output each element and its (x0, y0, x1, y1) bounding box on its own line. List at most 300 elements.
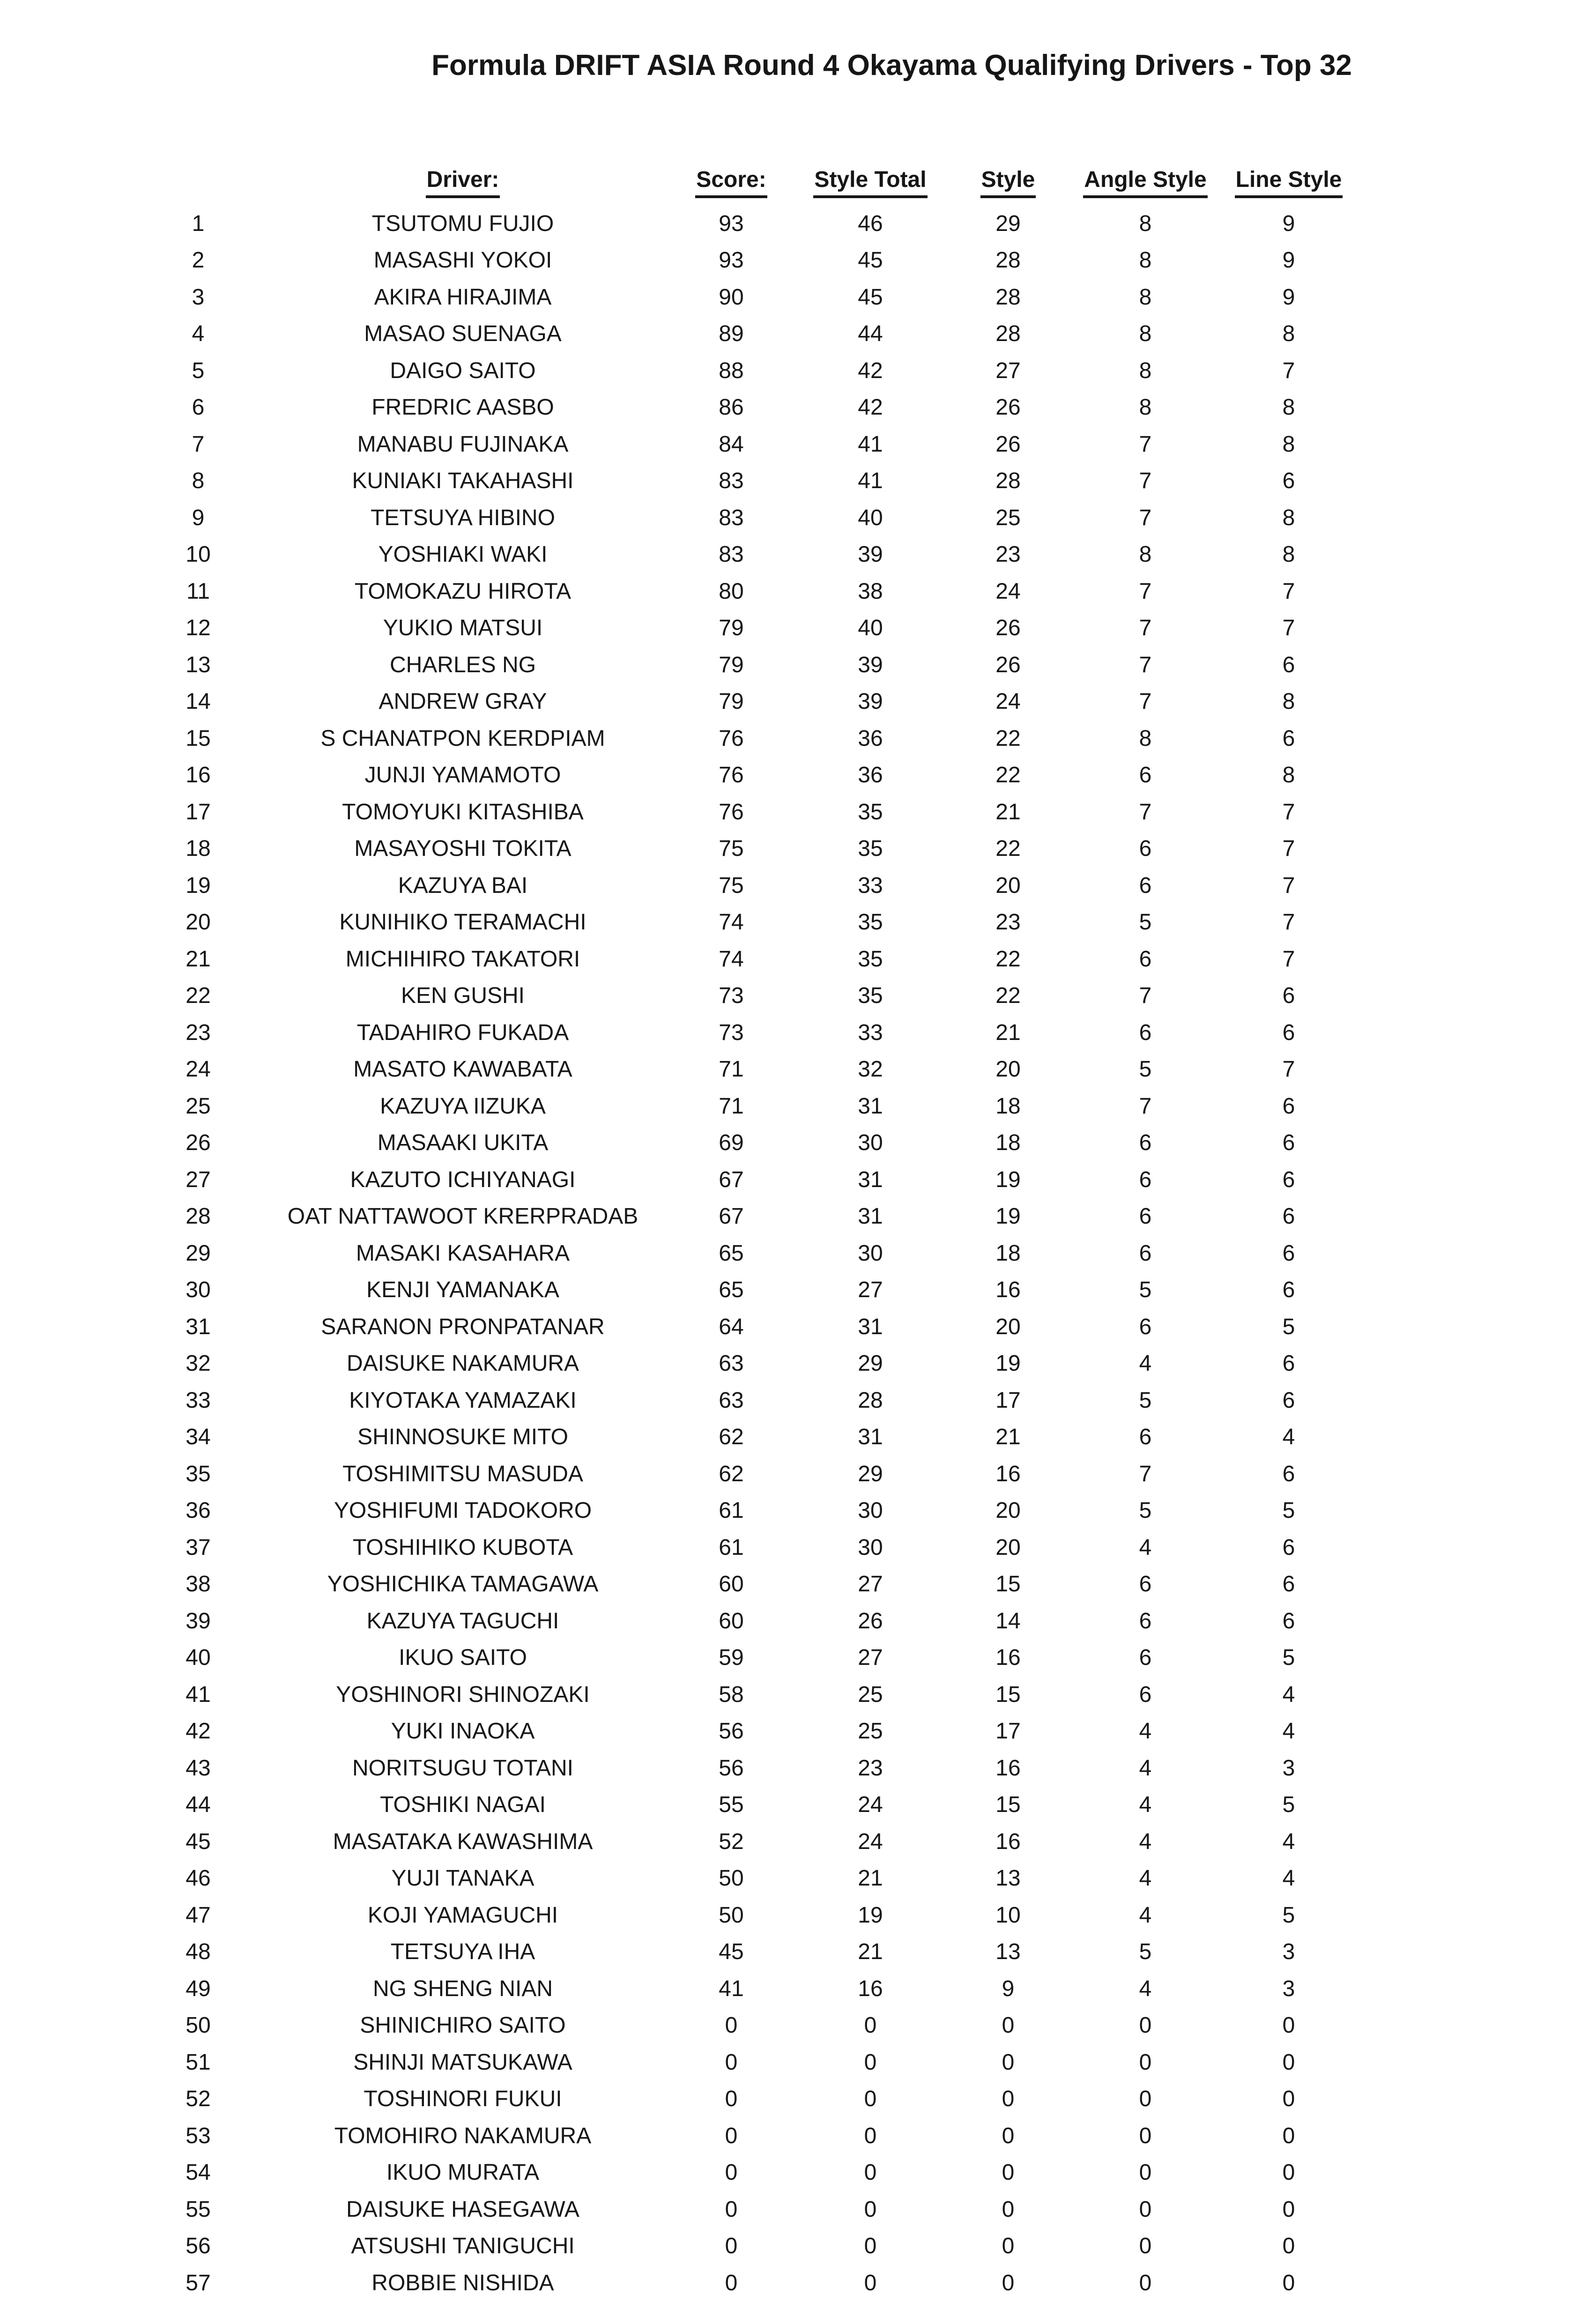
angle-style-cell: 8 (1139, 211, 1152, 236)
rank-cell: 25 (186, 1093, 211, 1119)
style-cell: 14 (995, 1608, 1021, 1633)
style-cell: 26 (995, 616, 1021, 641)
style-cell: 0 (1002, 2086, 1015, 2112)
style-cell: 0 (1002, 2270, 1015, 2295)
score-cell: 63 (719, 1388, 744, 1413)
score-cell: 0 (725, 2270, 738, 2295)
driver-cell: MANABU FUJINAKA (357, 431, 569, 457)
driver-cell: MASASHI YOKOI (373, 248, 552, 273)
score-cell: 76 (719, 799, 744, 824)
line-style-cell: 7 (1282, 946, 1295, 972)
style-total-cell: 0 (864, 2049, 877, 2075)
style-cell: 22 (995, 763, 1021, 788)
style-total-cell: 35 (858, 910, 883, 935)
driver-cell: DAISUKE NAKAMURA (346, 1351, 579, 1376)
score-cell: 79 (719, 689, 744, 714)
style-total-cell: 33 (858, 1020, 883, 1045)
style-cell: 15 (995, 1682, 1021, 1707)
style-total-cell: 29 (858, 1351, 883, 1376)
rank-cell: 44 (186, 1792, 211, 1818)
table-row (140, 389, 1356, 426)
line-style-cell: 4 (1282, 1719, 1295, 1744)
style-total-cell: 31 (858, 1425, 883, 1450)
table-row (140, 2081, 1356, 2118)
line-style-cell: 5 (1282, 1498, 1295, 1523)
driver-cell: TETSUYA HIBINO (371, 505, 555, 530)
table-row (140, 646, 1356, 683)
style-cell: 0 (1002, 2234, 1015, 2259)
rank-cell: 52 (186, 2086, 211, 2112)
rank-cell: 14 (186, 689, 211, 714)
column-header-driver (257, 167, 669, 198)
line-style-cell: 8 (1282, 395, 1295, 420)
rank-cell: 51 (186, 2049, 211, 2075)
driver-cell: MASATAKA KAWASHIMA (333, 1829, 593, 1854)
driver-cell: TOMOYUKI KITASHIBA (342, 799, 584, 824)
rank-cell: 1 (192, 211, 205, 236)
line-style-cell: 0 (1282, 2197, 1295, 2222)
line-style-cell: 6 (1282, 1535, 1295, 1560)
style-cell: 18 (995, 1130, 1021, 1156)
column-header-style (947, 167, 1069, 198)
line-style-cell: 7 (1282, 579, 1295, 604)
rank-cell: 28 (186, 1204, 211, 1229)
angle-style-cell: 0 (1139, 2123, 1152, 2148)
angle-style-cell: 4 (1139, 1976, 1152, 2001)
line-style-cell: 6 (1282, 1240, 1295, 1266)
rank-cell: 36 (186, 1498, 211, 1523)
driver-cell: DAIGO SAITO (390, 358, 536, 383)
line-style-cell: 4 (1282, 1866, 1295, 1891)
rank-cell: 31 (186, 1314, 211, 1339)
score-cell: 64 (719, 1314, 744, 1339)
rank-cell: 10 (186, 542, 211, 567)
rank-cell: 6 (192, 395, 205, 420)
score-cell: 56 (719, 1755, 744, 1781)
driver-cell: MASAO SUENAGA (364, 321, 562, 347)
angle-style-cell: 0 (1139, 2049, 1152, 2075)
style-total-cell: 45 (858, 284, 883, 310)
driver-cell: SHINJI MATSUKAWA (353, 2049, 572, 2075)
line-style-cell: 6 (1282, 1572, 1295, 1597)
style-cell: 19 (995, 1204, 1021, 1229)
table-row (140, 316, 1356, 353)
rank-cell: 7 (192, 431, 205, 457)
rank-cell: 38 (186, 1572, 211, 1597)
line-style-cell: 9 (1282, 211, 1295, 236)
score-cell: 71 (719, 1057, 744, 1082)
line-style-cell: 7 (1282, 1057, 1295, 1082)
score-cell: 79 (719, 616, 744, 641)
score-cell: 0 (725, 2049, 738, 2075)
driver-cell: KAZUTO ICHIYANAGI (350, 1167, 576, 1192)
table-row (140, 610, 1356, 647)
line-style-cell: 4 (1282, 1682, 1295, 1707)
angle-style-cell: 6 (1139, 1167, 1152, 1192)
line-style-cell: 4 (1282, 1829, 1295, 1854)
style-cell: 28 (995, 284, 1021, 310)
angle-style-cell: 7 (1139, 579, 1152, 604)
score-cell: 60 (719, 1608, 744, 1633)
style-cell: 20 (995, 1057, 1021, 1082)
style-cell: 9 (1002, 1976, 1015, 2001)
table-row (140, 1014, 1356, 1051)
line-style-cell: 5 (1282, 1645, 1295, 1671)
rank-cell: 46 (186, 1866, 211, 1891)
score-cell: 0 (725, 2197, 738, 2222)
angle-style-cell: 7 (1139, 799, 1152, 824)
score-cell: 67 (719, 1204, 744, 1229)
style-cell: 16 (995, 1829, 1021, 1854)
line-style-cell: 9 (1282, 248, 1295, 273)
angle-style-cell: 4 (1139, 1719, 1152, 1744)
table-row (140, 1823, 1356, 1860)
style-cell: 18 (995, 1093, 1021, 1119)
table-row (140, 1125, 1356, 1162)
score-cell: 93 (719, 211, 744, 236)
line-style-cell: 3 (1282, 1755, 1295, 1781)
angle-style-cell: 6 (1139, 873, 1152, 898)
angle-style-cell: 6 (1139, 1020, 1152, 1045)
table-row (140, 978, 1356, 1015)
driver-cell: MASAKI KASAHARA (356, 1240, 570, 1266)
style-cell: 15 (995, 1572, 1021, 1597)
angle-style-cell: 4 (1139, 1866, 1152, 1891)
rank-cell: 43 (186, 1755, 211, 1781)
rank-cell: 2 (192, 248, 205, 273)
driver-cell: YOSHIFUMI TADOKORO (334, 1498, 592, 1523)
rank-cell: 8 (192, 468, 205, 494)
angle-style-cell: 6 (1139, 1130, 1152, 1156)
angle-style-cell: 5 (1139, 1277, 1152, 1303)
line-style-cell: 5 (1282, 1902, 1295, 1928)
table-row (140, 1455, 1356, 1492)
style-total-cell: 36 (858, 726, 883, 751)
style-total-cell: 35 (858, 983, 883, 1009)
table-row (140, 1897, 1356, 1934)
driver-cell: NG SHENG NIAN (372, 1976, 553, 2001)
style-cell: 22 (995, 983, 1021, 1009)
style-cell: 0 (1002, 2049, 1015, 2075)
driver-cell: TOSHINORI FUKUI (364, 2086, 562, 2112)
angle-style-cell: 0 (1139, 2234, 1152, 2259)
score-cell: 50 (719, 1866, 744, 1891)
driver-cell: TOSHIHIKO KUBOTA (352, 1535, 573, 1560)
style-total-cell: 30 (858, 1130, 883, 1156)
angle-style-cell: 4 (1139, 1755, 1152, 1781)
rank-cell: 15 (186, 726, 211, 751)
style-total-cell: 19 (858, 1902, 883, 1928)
score-cell: 83 (719, 505, 744, 530)
style-cell: 17 (995, 1388, 1021, 1413)
column-header-rank-empty (140, 167, 257, 198)
style-cell: 23 (995, 910, 1021, 935)
style-cell: 20 (995, 1498, 1021, 1523)
style-cell: 20 (995, 1535, 1021, 1560)
angle-style-cell: 4 (1139, 1351, 1152, 1376)
style-total-cell: 42 (858, 358, 883, 383)
column-header-style-label: Style (980, 167, 1036, 198)
table-row (140, 1382, 1356, 1419)
rank-cell: 39 (186, 1608, 211, 1633)
rank-cell: 29 (186, 1240, 211, 1266)
table-row (140, 1345, 1356, 1382)
table-row (140, 1272, 1356, 1309)
table-row (140, 2228, 1356, 2265)
line-style-cell: 6 (1282, 983, 1295, 1009)
table-rows (140, 205, 1356, 2302)
table-row (140, 573, 1356, 610)
driver-cell: TADAHIRO FUKADA (356, 1020, 569, 1045)
angle-style-cell: 7 (1139, 616, 1152, 641)
angle-style-cell: 6 (1139, 1645, 1152, 1671)
score-cell: 0 (725, 2123, 738, 2148)
table-row (140, 279, 1356, 316)
rank-cell: 27 (186, 1167, 211, 1192)
style-cell: 10 (995, 1902, 1021, 1928)
driver-cell: OAT NATTAWOOT KRERPRADAB (287, 1204, 638, 1229)
style-cell: 16 (995, 1277, 1021, 1303)
rank-cell: 42 (186, 1719, 211, 1744)
driver-cell: JUNJI YAMAMOTO (364, 763, 561, 788)
table-row (140, 831, 1356, 868)
angle-style-cell: 6 (1139, 946, 1152, 972)
angle-style-cell: 5 (1139, 1388, 1152, 1413)
driver-cell: ATSUSHI TANIGUCHI (351, 2234, 575, 2259)
table-row (140, 205, 1356, 242)
score-cell: 73 (719, 983, 744, 1009)
driver-cell: ROBBIE NISHIDA (371, 2270, 554, 2295)
driver-cell: TETSUYA IHA (390, 1939, 535, 1965)
table-row (140, 1934, 1356, 1971)
angle-style-cell: 7 (1139, 1461, 1152, 1486)
table-row (140, 1750, 1356, 1787)
rank-cell: 22 (186, 983, 211, 1009)
driver-cell: YOSHICHIKA TAMAGAWA (327, 1572, 599, 1597)
driver-cell: YUKI INAOKA (391, 1719, 535, 1744)
rank-cell: 3 (192, 284, 205, 310)
driver-cell: IKUO SAITO (399, 1645, 527, 1671)
style-total-cell: 24 (858, 1792, 883, 1818)
style-total-cell: 39 (858, 652, 883, 677)
angle-style-cell: 7 (1139, 983, 1152, 1009)
style-total-cell: 45 (858, 248, 883, 273)
score-cell: 41 (719, 1976, 744, 2001)
angle-style-cell: 8 (1139, 284, 1152, 310)
style-total-cell: 0 (864, 2123, 877, 2148)
rank-cell: 55 (186, 2197, 211, 2222)
style-total-cell: 31 (858, 1093, 883, 1119)
style-total-cell: 26 (858, 1608, 883, 1633)
rank-cell: 37 (186, 1535, 211, 1560)
rank-cell: 16 (186, 763, 211, 788)
table-row (140, 1860, 1356, 1897)
score-cell: 0 (725, 2013, 738, 2038)
rank-cell: 34 (186, 1425, 211, 1450)
angle-style-cell: 7 (1139, 1093, 1152, 1119)
rank-cell: 50 (186, 2013, 211, 2038)
rank-cell: 57 (186, 2270, 211, 2295)
table-row (140, 499, 1356, 536)
score-cell: 63 (719, 1351, 744, 1376)
style-cell: 16 (995, 1645, 1021, 1671)
angle-style-cell: 6 (1139, 1204, 1152, 1229)
table-row (140, 426, 1356, 463)
style-total-cell: 23 (858, 1755, 883, 1781)
style-total-cell: 33 (858, 873, 883, 898)
rank-cell: 41 (186, 1682, 211, 1707)
style-total-cell: 25 (858, 1682, 883, 1707)
score-cell: 76 (719, 763, 744, 788)
style-cell: 19 (995, 1167, 1021, 1192)
angle-style-cell: 4 (1139, 1829, 1152, 1854)
style-cell: 29 (995, 211, 1021, 236)
angle-style-cell: 6 (1139, 1572, 1152, 1597)
table-row (140, 1787, 1356, 1824)
score-cell: 50 (719, 1902, 744, 1928)
style-cell: 0 (1002, 2160, 1015, 2185)
score-cell: 80 (719, 579, 744, 604)
style-cell: 27 (995, 358, 1021, 383)
line-style-cell: 6 (1282, 1277, 1295, 1303)
score-cell: 58 (719, 1682, 744, 1707)
style-cell: 26 (995, 395, 1021, 420)
column-header-driver-label: Driver: (426, 167, 500, 198)
line-style-cell: 8 (1282, 321, 1295, 347)
rank-cell: 21 (186, 946, 211, 972)
style-total-cell: 30 (858, 1498, 883, 1523)
page-title: Formula DRIFT ASIA Round 4 Okayama Qualifying Drivers - Top 32 (431, 49, 1352, 82)
table-row (140, 1713, 1356, 1750)
column-header-line-style-label: Line Style (1235, 167, 1343, 198)
line-style-cell: 8 (1282, 505, 1295, 530)
style-total-cell: 0 (864, 2086, 877, 2112)
driver-cell: ANDREW GRAY (379, 689, 547, 714)
style-cell: 24 (995, 689, 1021, 714)
table-row (140, 1676, 1356, 1713)
score-cell: 62 (719, 1425, 744, 1450)
line-style-cell: 0 (1282, 2086, 1295, 2112)
score-cell: 89 (719, 321, 744, 347)
driver-cell: KAZUYA TAGUCHI (366, 1608, 559, 1633)
table-row (140, 2117, 1356, 2154)
driver-cell: TOMOHIRO NAKAMURA (334, 2123, 592, 2148)
style-total-cell: 40 (858, 505, 883, 530)
driver-cell: SHINNOSUKE MITO (357, 1425, 568, 1450)
rank-cell: 53 (186, 2123, 211, 2148)
score-cell: 59 (719, 1645, 744, 1671)
driver-cell: KUNIAKI TAKAHASHI (352, 468, 574, 494)
angle-style-cell: 0 (1139, 2160, 1152, 2185)
score-cell: 61 (719, 1498, 744, 1523)
driver-cell: TOMOKAZU HIROTA (354, 579, 572, 604)
driver-cell: SARANON PRONPATANAR (321, 1314, 605, 1339)
table-row (140, 1161, 1356, 1198)
style-total-cell: 21 (858, 1939, 883, 1965)
table-row (140, 242, 1356, 279)
column-header-score (669, 167, 794, 198)
column-header-style-total (794, 167, 947, 198)
angle-style-cell: 4 (1139, 1792, 1152, 1818)
style-cell: 28 (995, 468, 1021, 494)
driver-cell: KOJI YAMAGUCHI (367, 1902, 558, 1928)
angle-style-cell: 6 (1139, 1314, 1152, 1339)
line-style-cell: 6 (1282, 468, 1295, 494)
style-total-cell: 40 (858, 616, 883, 641)
line-style-cell: 6 (1282, 1167, 1295, 1192)
angle-style-cell: 0 (1139, 2086, 1152, 2112)
rank-cell: 17 (186, 799, 211, 824)
score-cell: 90 (719, 284, 744, 310)
style-cell: 16 (995, 1755, 1021, 1781)
driver-cell: MASAYOSHI TOKITA (354, 836, 572, 861)
table-row (140, 1308, 1356, 1345)
line-style-cell: 9 (1282, 284, 1295, 310)
table-row (140, 867, 1356, 904)
rank-cell: 12 (186, 616, 211, 641)
driver-cell: MASATO KAWABATA (353, 1057, 572, 1082)
line-style-cell: 0 (1282, 2013, 1295, 2038)
angle-style-cell: 6 (1139, 1240, 1152, 1266)
line-style-cell: 3 (1282, 1976, 1295, 2001)
style-total-cell: 35 (858, 836, 883, 861)
line-style-cell: 0 (1282, 2123, 1295, 2148)
style-cell: 23 (995, 542, 1021, 567)
line-style-cell: 8 (1282, 431, 1295, 457)
rank-cell: 19 (186, 873, 211, 898)
style-total-cell: 0 (864, 2197, 877, 2222)
style-total-cell: 35 (858, 946, 883, 972)
driver-cell: KEN GUSHI (401, 983, 525, 1009)
style-total-cell: 27 (858, 1645, 883, 1671)
style-cell: 13 (995, 1939, 1021, 1965)
angle-style-cell: 5 (1139, 1939, 1152, 1965)
style-total-cell: 35 (858, 799, 883, 824)
style-cell: 22 (995, 836, 1021, 861)
score-cell: 65 (719, 1277, 744, 1303)
score-cell: 69 (719, 1130, 744, 1156)
style-total-cell: 30 (858, 1535, 883, 1560)
style-cell: 26 (995, 431, 1021, 457)
rank-cell: 20 (186, 910, 211, 935)
angle-style-cell: 8 (1139, 395, 1152, 420)
angle-style-cell: 0 (1139, 2197, 1152, 2222)
angle-style-cell: 0 (1139, 2013, 1152, 2038)
style-total-cell: 31 (858, 1314, 883, 1339)
line-style-cell: 4 (1282, 1425, 1295, 1450)
rank-cell: 4 (192, 321, 205, 347)
style-cell: 20 (995, 873, 1021, 898)
style-total-cell: 42 (858, 395, 883, 420)
table-row (140, 2007, 1356, 2044)
driver-cell: DAISUKE HASEGAWA (346, 2197, 579, 2222)
table-row (140, 1088, 1356, 1125)
line-style-cell: 7 (1282, 873, 1295, 898)
style-total-cell: 25 (858, 1719, 883, 1744)
rank-cell: 49 (186, 1976, 211, 2001)
table-row (140, 463, 1356, 500)
line-style-cell: 6 (1282, 652, 1295, 677)
driver-cell: CHARLES NG (389, 652, 536, 677)
angle-style-cell: 4 (1139, 1902, 1152, 1928)
line-style-cell: 6 (1282, 1130, 1295, 1156)
driver-cell: YUJI TANAKA (391, 1866, 534, 1891)
style-cell: 28 (995, 321, 1021, 347)
driver-cell: MICHIHIRO TAKATORI (345, 946, 580, 972)
style-cell: 0 (1002, 2197, 1015, 2222)
line-style-cell: 6 (1282, 1020, 1295, 1045)
table-row (140, 720, 1356, 757)
